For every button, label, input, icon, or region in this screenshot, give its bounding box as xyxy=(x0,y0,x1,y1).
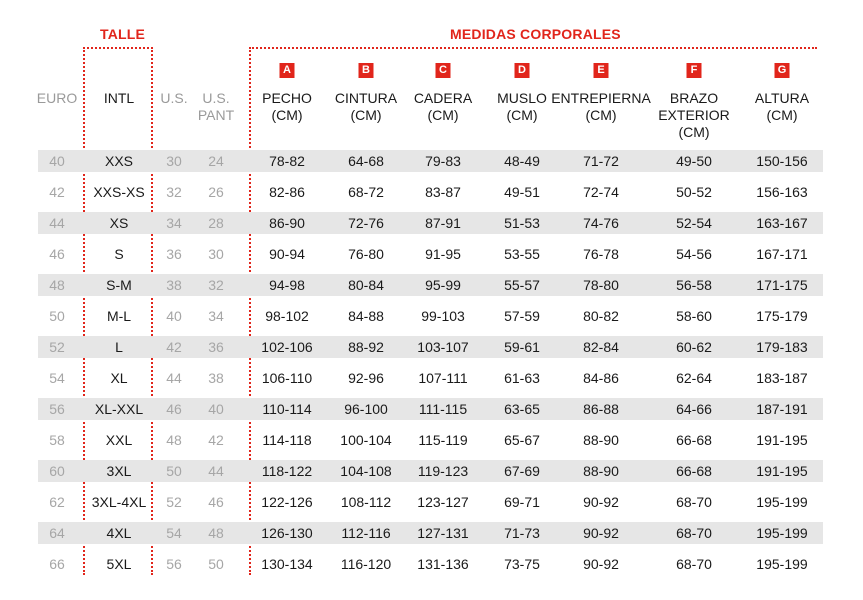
cell-intl: XL xyxy=(110,370,128,386)
cell-us-pant: 50 xyxy=(208,556,224,572)
cell-euro: 64 xyxy=(49,525,65,541)
cell-entrepierna: 86-88 xyxy=(583,401,619,417)
cell-muslo: 59-61 xyxy=(504,339,540,355)
cell-pecho: 126-130 xyxy=(261,525,313,541)
cell-muslo: 73-75 xyxy=(504,556,540,572)
cell-pecho: 118-122 xyxy=(261,463,313,479)
cell-intl: 3XL-4XL xyxy=(91,494,147,510)
badge-f: F xyxy=(687,63,702,78)
cell-altura: 179-183 xyxy=(756,339,808,355)
cell-muslo: 61-63 xyxy=(504,370,540,386)
cell-entrepierna: 82-84 xyxy=(583,339,619,355)
cell-cintura: 96-100 xyxy=(344,401,388,417)
cell-cintura: 68-72 xyxy=(348,184,384,200)
cell-altura: 191-195 xyxy=(756,463,808,479)
cell-altura: 187-191 xyxy=(756,401,808,417)
cell-cadera: 127-131 xyxy=(417,525,469,541)
cell-us-pant: 26 xyxy=(208,184,224,200)
cell-entrepierna: 72-74 xyxy=(583,184,619,200)
header-euro: EURO xyxy=(36,90,78,106)
cell-euro: 40 xyxy=(49,153,65,169)
cell-us-pant: 42 xyxy=(208,432,224,448)
cell-us: 42 xyxy=(166,339,182,355)
cell-euro: 66 xyxy=(49,556,65,572)
cell-altura: 175-179 xyxy=(756,308,808,324)
cell-muslo: 57-59 xyxy=(504,308,540,324)
header-entrepierna: ENTREPIERNA (CM) xyxy=(551,90,651,123)
cell-cadera: 131-136 xyxy=(417,556,469,572)
cell-altura: 156-163 xyxy=(756,184,808,200)
cell-pecho: 106-110 xyxy=(261,370,313,386)
cell-cadera: 111-115 xyxy=(418,401,468,417)
cell-pecho: 82-86 xyxy=(269,184,305,200)
header-brazo-exterior: BRAZO EXTERIOR (CM) xyxy=(658,90,730,140)
cell-brazo-exterior: 52-54 xyxy=(676,215,712,231)
cell-entrepierna: 90-92 xyxy=(583,556,619,572)
cell-us: 30 xyxy=(166,153,182,169)
table-row xyxy=(38,460,823,482)
cell-intl: XL-XXL xyxy=(94,401,144,417)
cell-us: 40 xyxy=(166,308,182,324)
cell-brazo-exterior: 54-56 xyxy=(676,246,712,262)
cell-cintura: 64-68 xyxy=(348,153,384,169)
cell-pecho: 114-118 xyxy=(262,432,312,448)
cell-cintura: 112-116 xyxy=(341,525,391,541)
cell-brazo-exterior: 62-64 xyxy=(676,370,712,386)
table-row xyxy=(38,553,823,575)
cell-muslo: 51-53 xyxy=(504,215,540,231)
cell-euro: 48 xyxy=(49,277,65,293)
header-intl: INTL xyxy=(103,90,135,106)
cell-intl: XXL xyxy=(105,432,133,448)
cell-cadera: 119-123 xyxy=(417,463,469,479)
cell-euro: 50 xyxy=(49,308,65,324)
cell-altura: 195-199 xyxy=(756,494,808,510)
cell-brazo-exterior: 68-70 xyxy=(676,525,712,541)
badge-g: G xyxy=(775,63,790,78)
cell-cintura: 76-80 xyxy=(348,246,384,262)
cell-entrepierna: 84-86 xyxy=(583,370,619,386)
cell-us: 36 xyxy=(166,246,182,262)
table-row xyxy=(38,491,823,513)
cell-brazo-exterior: 68-70 xyxy=(676,556,712,572)
cell-altura: 183-187 xyxy=(756,370,808,386)
cell-intl: XXS-XS xyxy=(93,184,145,200)
cell-brazo-exterior: 56-58 xyxy=(676,277,712,293)
cell-intl: 3XL xyxy=(106,463,132,479)
table-row xyxy=(38,367,823,389)
cell-brazo-exterior: 58-60 xyxy=(676,308,712,324)
header-cintura: CINTURA (CM) xyxy=(334,90,398,123)
cell-intl: 5XL xyxy=(106,556,132,572)
cell-cintura: 116-120 xyxy=(340,556,392,572)
cell-pecho: 78-82 xyxy=(269,153,305,169)
cell-euro: 42 xyxy=(49,184,65,200)
header-muslo: MUSLO (CM) xyxy=(497,90,547,123)
cell-brazo-exterior: 60-62 xyxy=(676,339,712,355)
cell-cintura: 72-76 xyxy=(348,215,384,231)
cell-muslo: 67-69 xyxy=(504,463,540,479)
cell-cadera: 87-91 xyxy=(425,215,461,231)
badge-d: D xyxy=(515,63,530,78)
cell-intl: S xyxy=(114,246,124,262)
table-row xyxy=(38,243,823,265)
cell-us-pant: 48 xyxy=(208,525,224,541)
cell-pecho: 110-114 xyxy=(262,401,312,417)
table-row xyxy=(38,150,823,172)
cell-cintura: 84-88 xyxy=(348,308,384,324)
cell-brazo-exterior: 50-52 xyxy=(676,184,712,200)
cell-cadera: 83-87 xyxy=(425,184,461,200)
cell-us-pant: 30 xyxy=(208,246,224,262)
table-row xyxy=(38,522,823,544)
cell-entrepierna: 88-90 xyxy=(583,432,619,448)
cell-pecho: 102-106 xyxy=(261,339,313,355)
cell-us: 34 xyxy=(166,215,182,231)
cell-entrepierna: 71-72 xyxy=(583,153,619,169)
cell-cintura: 100-104 xyxy=(340,432,392,448)
cell-intl: L xyxy=(115,339,123,355)
cell-pecho: 122-126 xyxy=(261,494,313,510)
cell-cintura: 88-92 xyxy=(348,339,384,355)
cell-entrepierna: 74-76 xyxy=(583,215,619,231)
cell-cintura: 104-108 xyxy=(340,463,392,479)
cell-intl: XXS xyxy=(104,153,134,169)
cell-altura: 167-171 xyxy=(756,246,808,262)
cell-euro: 62 xyxy=(49,494,65,510)
header-pecho: PECHO (CM) xyxy=(262,90,312,123)
cell-us-pant: 38 xyxy=(208,370,224,386)
cell-brazo-exterior: 64-66 xyxy=(676,401,712,417)
cell-us-pant: 28 xyxy=(208,215,224,231)
cell-euro: 52 xyxy=(49,339,65,355)
table-row xyxy=(38,274,823,296)
cell-intl: 4XL xyxy=(106,525,132,541)
header-altura: ALTURA (CM) xyxy=(754,90,810,123)
cell-us: 54 xyxy=(166,525,182,541)
cell-euro: 44 xyxy=(49,215,65,231)
cell-cadera: 99-103 xyxy=(421,308,465,324)
table-row xyxy=(38,181,823,203)
cell-brazo-exterior: 49-50 xyxy=(676,153,712,169)
header-cadera: CADERA (CM) xyxy=(413,90,473,123)
medidas-dotted-top-line xyxy=(249,47,817,49)
cell-us: 32 xyxy=(166,184,182,200)
cell-brazo-exterior: 66-68 xyxy=(676,463,712,479)
cell-euro: 54 xyxy=(49,370,65,386)
cell-us: 38 xyxy=(166,277,182,293)
cell-us: 44 xyxy=(166,370,182,386)
cell-cadera: 103-107 xyxy=(417,339,469,355)
cell-brazo-exterior: 66-68 xyxy=(676,432,712,448)
cell-us-pant: 32 xyxy=(208,277,224,293)
cell-us: 56 xyxy=(166,556,182,572)
table-row xyxy=(38,398,823,420)
cell-pecho: 86-90 xyxy=(269,215,305,231)
badge-c: C xyxy=(436,63,451,78)
cell-muslo: 49-51 xyxy=(504,184,540,200)
cell-muslo: 53-55 xyxy=(504,246,540,262)
cell-us: 48 xyxy=(166,432,182,448)
cell-euro: 58 xyxy=(49,432,65,448)
badge-a: A xyxy=(280,63,295,78)
cell-cadera: 115-119 xyxy=(418,432,468,448)
table-row xyxy=(38,336,823,358)
cell-euro: 46 xyxy=(49,246,65,262)
cell-altura: 163-167 xyxy=(756,215,808,231)
table-row xyxy=(38,305,823,327)
table-row xyxy=(38,429,823,451)
cell-cadera: 79-83 xyxy=(425,153,461,169)
cell-altura: 171-175 xyxy=(756,277,808,293)
cell-us-pant: 40 xyxy=(208,401,224,417)
cell-cadera: 123-127 xyxy=(417,494,469,510)
badge-b: B xyxy=(359,63,374,78)
cell-us-pant: 34 xyxy=(208,308,224,324)
cell-us: 52 xyxy=(166,494,182,510)
cell-muslo: 55-57 xyxy=(504,277,540,293)
cell-us: 46 xyxy=(166,401,182,417)
cell-brazo-exterior: 68-70 xyxy=(676,494,712,510)
cell-muslo: 69-71 xyxy=(504,494,540,510)
table-row xyxy=(38,212,823,234)
talle-title: TALLE xyxy=(100,26,146,42)
cell-muslo: 63-65 xyxy=(504,401,540,417)
header-us-pant: U.S. PANT xyxy=(197,90,235,123)
cell-altura: 195-199 xyxy=(756,525,808,541)
cell-pecho: 98-102 xyxy=(265,308,309,324)
cell-entrepierna: 90-92 xyxy=(583,525,619,541)
medidas-title: MEDIDAS CORPORALES xyxy=(450,26,621,42)
cell-pecho: 90-94 xyxy=(269,246,305,262)
cell-altura: 191-195 xyxy=(756,432,808,448)
cell-us-pant: 36 xyxy=(208,339,224,355)
cell-cintura: 80-84 xyxy=(348,277,384,293)
cell-intl: XS xyxy=(109,215,129,231)
cell-entrepierna: 90-92 xyxy=(583,494,619,510)
cell-entrepierna: 76-78 xyxy=(583,246,619,262)
cell-pecho: 94-98 xyxy=(269,277,305,293)
cell-cadera: 95-99 xyxy=(425,277,461,293)
cell-intl: M-L xyxy=(106,308,132,324)
cell-us: 50 xyxy=(166,463,182,479)
cell-entrepierna: 88-90 xyxy=(583,463,619,479)
badge-e: E xyxy=(594,63,609,78)
cell-euro: 56 xyxy=(49,401,65,417)
cell-entrepierna: 80-82 xyxy=(583,308,619,324)
cell-cintura: 108-112 xyxy=(340,494,392,510)
cell-us-pant: 24 xyxy=(208,153,224,169)
cell-altura: 150-156 xyxy=(756,153,808,169)
cell-us-pant: 46 xyxy=(208,494,224,510)
cell-us-pant: 44 xyxy=(208,463,224,479)
cell-pecho: 130-134 xyxy=(261,556,313,572)
cell-cintura: 92-96 xyxy=(348,370,384,386)
cell-muslo: 65-67 xyxy=(504,432,540,448)
cell-altura: 195-199 xyxy=(756,556,808,572)
cell-euro: 60 xyxy=(49,463,65,479)
cell-muslo: 48-49 xyxy=(504,153,540,169)
cell-intl: S-M xyxy=(106,277,132,293)
cell-entrepierna: 78-80 xyxy=(583,277,619,293)
cell-cadera: 91-95 xyxy=(425,246,461,262)
header-us: U.S. xyxy=(160,90,188,106)
cell-cadera: 107-111 xyxy=(418,370,468,386)
cell-muslo: 71-73 xyxy=(504,525,540,541)
